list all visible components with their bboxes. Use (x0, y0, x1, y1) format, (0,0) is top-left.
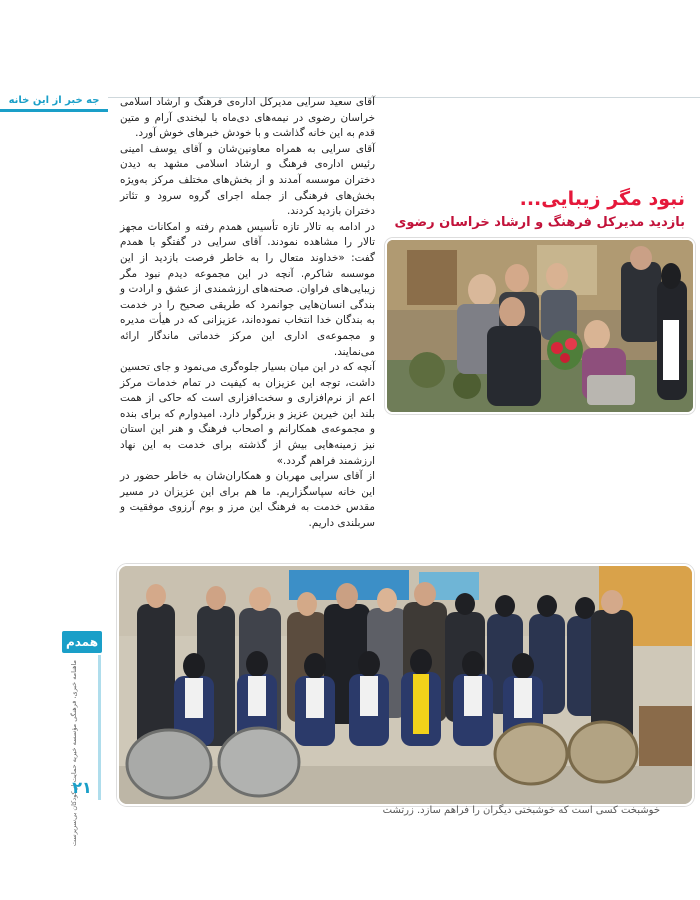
article-paragraph: آنچه که در این میان بسیار جلوه‌گری می‌نمود و جای تحسین داشت، توجه این عزیزان به کیفیت در تمام خدمات مرکز اعم از نرم‌افزاری و سخت‌افزاری است که حاکی از همت بلند این خیرین عزیز و بزرگوار دارد. امیدوارم که برای بنده و مجموعه‌ی همکارانم و اصحاب فرهنگ و هنر این استان نیز زمینه‌هایی بیش از گذشته برای خدمت به این نهاد ارزشمند فراهم گردد.» (120, 361, 375, 467)
photo-visit (385, 238, 695, 414)
article-paragraph: آقای سرایی به همراه معاونین‌شان و آقای یوسف امینی رئیس اداره‌ی فرهنگ و ارشاد اسلامی مشهد به دیدن دختران موسسه آمدند و از بخش‌های مختلف مرکز به‌ویژه بخش‌های فرهنگی از جمله اجرای گروه سرود و تئاتر دختران بازدید کردند. (120, 142, 375, 218)
sidebar-issue-text: ماهنامه خبری، فرهنگی مؤسسه خیریه حمایت از کودکان بی‌سرپرست (70, 660, 78, 847)
photo-group (117, 564, 694, 806)
article-subtitle: بازدید مدیرکل فرهنگ و ارشاد خراسان رضوی (394, 215, 685, 230)
photo-group-illustration (119, 566, 692, 804)
section-label: جه خبر از این خانه (0, 91, 108, 112)
page-number: ۲۱ (72, 778, 92, 797)
article-body (120, 95, 375, 532)
photo-visit-illustration (387, 240, 693, 412)
article-title: نبود مگر زیبایی... (519, 188, 685, 210)
magazine-logo: همدم (62, 631, 102, 653)
photo-caption: خوشبخت کسی است که خوشبختی دیگران را فراهم سازد. زرتشت (382, 805, 660, 816)
article-paragraph: در ادامه به تالار تازه تأسیس همدم رفته و امکانات مجهز تالار را مشاهده نمودند. آقای سرایی در گفتگو با همدم گفت: «خداوند متعال را به خاطر فرصت بازدید از این موسسه شاکرم. آنچه در این مجموعه دیدم نبود مگر زیبایی‌های فراوان. صحنه‌های ارزشمندی از عشق و ارادت و بندگی انسان‌هایی جوانمرد که طریقی صحیح را در خدمت به بندگان خدا انتخاب نموده‌اند، عزیزانی که در هیأت مدیره و مجموعه‌ی اداری این مرکز خدماتی ماندگار ارائه می‌نمایند. (120, 220, 375, 358)
article-paragraph: آقای سعید سرایی مدیرکل اداره‌ی فرهنگ و ارشاد اسلامی خراسان رضوی در نیمه‌های دی‌ماه با لبخندی آرام و متین قدم به این خانه گذاشت و با خودش خبرهای خوش آورد. (120, 96, 375, 140)
article-paragraph: از آقای سرایی مهربان و همکاران‌شان به خاطر حضور در این خانه سپاسگزاریم. ما هم برای این عزیزان در مسیر مقدس خدمت به فرهنگ این مرز و بوم آرزوی موفقیت و سربلندی داریم. (120, 470, 375, 530)
